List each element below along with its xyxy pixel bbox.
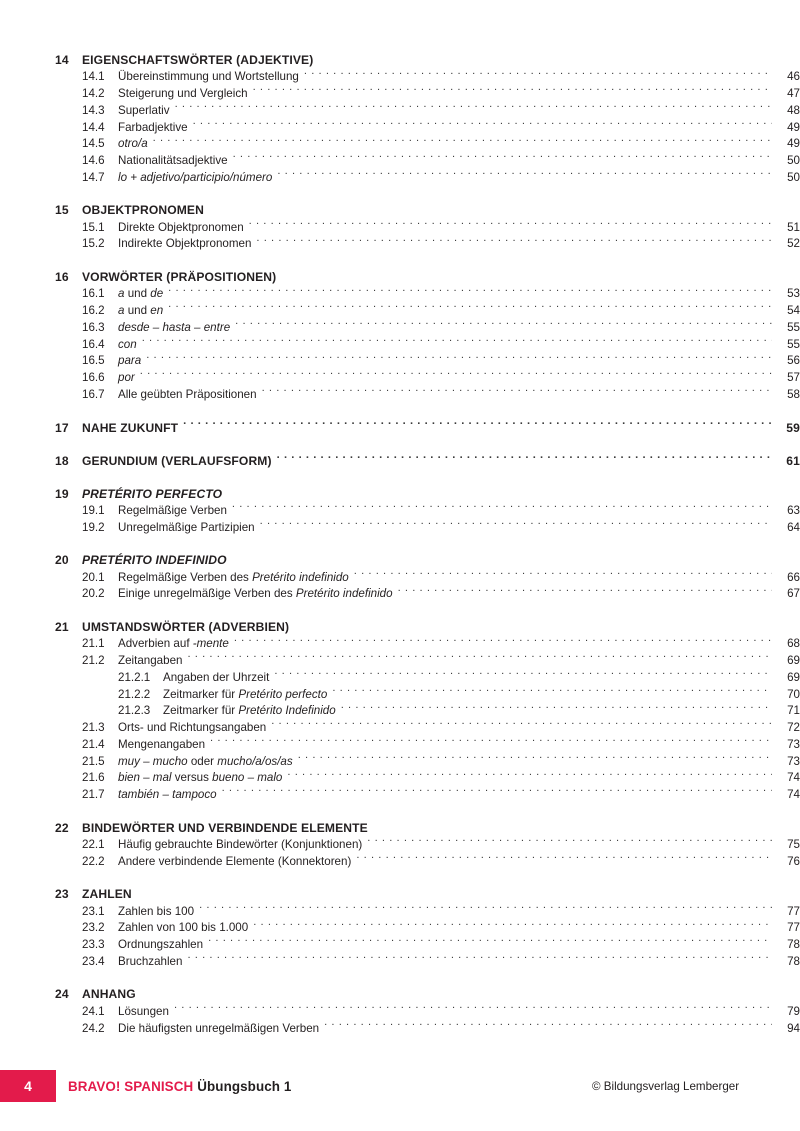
toc-entry-number: 14.5 — [82, 137, 105, 151]
toc-leader-dots — [208, 937, 772, 949]
toc-leader-dots — [260, 519, 772, 531]
toc-entry-number: 16.2 — [82, 304, 105, 318]
toc-leader-dots — [298, 753, 772, 765]
toc-section-row[interactable] — [0, 569, 800, 586]
toc-page-number: 73 — [787, 754, 800, 768]
toc-entry-number: 14.3 — [82, 103, 105, 117]
toc-subsection-row[interactable] — [0, 703, 800, 720]
toc-section-row[interactable] — [0, 770, 800, 787]
toc-leader-dots — [183, 419, 772, 431]
toc-section-row[interactable] — [0, 69, 800, 86]
toc-section-row[interactable] — [0, 286, 800, 303]
page-footer — [0, 1070, 800, 1110]
toc-leader-dots — [332, 686, 772, 698]
toc-leader-dots — [168, 303, 772, 315]
toc-entry-number: 15.2 — [82, 237, 105, 251]
toc-section-row[interactable] — [0, 937, 800, 954]
toc-page-number: 78 — [787, 954, 800, 968]
toc-chapter-row[interactable] — [0, 552, 800, 569]
toc-entry-label: Farbadjektive — [118, 120, 188, 134]
toc-entry-label: Adverbien auf -mente — [118, 637, 229, 651]
toc-page-number: 57 — [787, 371, 800, 385]
toc-entry-number: 23.4 — [82, 954, 105, 968]
toc-page-number: 47 — [787, 87, 800, 101]
section-spacer — [0, 436, 800, 452]
toc-entry-label: otro/a — [118, 137, 148, 151]
toc-entry-label: Zahlen bis 100 — [118, 904, 195, 918]
toc-entry-label: PRETÉRITO INDEFINIDO — [82, 553, 227, 568]
toc-leader-dots — [232, 502, 772, 514]
toc-leader-dots — [287, 770, 772, 782]
toc-entry-number: 21.7 — [82, 788, 105, 802]
page-number-badge: 4 — [0, 1070, 56, 1102]
toc-entry-label: Superlativ — [118, 103, 170, 117]
section-spacer — [0, 403, 800, 419]
toc-section-row[interactable] — [0, 86, 800, 103]
toc-section-row[interactable] — [0, 386, 800, 403]
toc-entry-number: 21.5 — [82, 754, 105, 768]
toc-entry-number: 20.2 — [82, 587, 105, 601]
toc-entry-label: también – tampoco — [118, 788, 217, 802]
toc-entry-number: 24.1 — [82, 1004, 105, 1018]
toc-page-number: 53 — [787, 287, 800, 301]
toc-entry-label: Mengenangaben — [118, 737, 206, 751]
toc-entry-label: lo + adjetivo/participio/número — [118, 170, 273, 184]
toc-entry-label: por — [118, 371, 135, 385]
toc-entry-label: BINDEWÖRTER UND VERBINDENDE ELEMENTE — [82, 820, 368, 835]
toc-entry-number: 21.6 — [82, 771, 105, 785]
section-spacer — [0, 870, 800, 886]
section-spacer — [0, 803, 800, 819]
toc-entry-number: 15.1 — [82, 220, 105, 234]
toc-entry-number: 19 — [55, 486, 69, 501]
toc-entry-number: 14 — [55, 53, 69, 67]
toc-entry-label: Zeitmarker für Pretérito perfecto — [163, 687, 328, 701]
toc-page-number: 79 — [787, 1004, 800, 1018]
section-spacer — [0, 603, 800, 619]
toc-page-number: 59 — [786, 420, 800, 435]
toc-entry-label: NAHE ZUKUNFT — [82, 420, 179, 435]
toc-section-row[interactable] — [0, 736, 800, 753]
toc-entry-label: con — [118, 337, 137, 351]
toc-section-row[interactable] — [0, 953, 800, 970]
toc-entry-number: 21.2 — [82, 654, 105, 668]
toc-page-number: 69 — [787, 654, 800, 668]
toc-entry-number: 18 — [55, 453, 69, 468]
toc-entry-label: para — [118, 354, 142, 368]
toc-leader-dots — [356, 853, 772, 865]
toc-page-number: 49 — [787, 120, 800, 134]
toc-section-row[interactable] — [0, 836, 800, 853]
toc-entry-label: Die häufigsten unregelmäßigen Verben — [118, 1021, 320, 1035]
toc-entry-number: 16.3 — [82, 320, 105, 334]
toc-section-row[interactable] — [0, 502, 800, 519]
section-spacer — [0, 970, 800, 986]
toc-page-number: 48 — [787, 103, 800, 117]
toc-page-number: 63 — [787, 504, 800, 518]
toc-entry-number: 17 — [55, 420, 69, 435]
toc-chapter-row[interactable] — [0, 419, 800, 436]
toc-entry-label: Unregelmäßige Partizipien — [118, 520, 255, 534]
toc-entry-label: GERUNDIUM (VERLAUFSFORM) — [82, 453, 272, 468]
toc-entry-number: 16.4 — [82, 337, 105, 351]
toc-leader-dots — [398, 586, 772, 598]
toc-leader-dots — [199, 903, 772, 915]
toc-entry-number: 20 — [55, 553, 69, 568]
toc-page-number: 52 — [787, 237, 800, 251]
toc-page-number: 71 — [787, 704, 800, 718]
toc-leader-dots — [193, 119, 772, 131]
toc-section-row[interactable] — [0, 119, 800, 136]
toc-entry-number: 16.1 — [82, 287, 105, 301]
footer-brand: BRAVO! SPANISCH — [68, 1078, 194, 1094]
toc-chapter-row[interactable] — [0, 52, 800, 69]
toc-section-row[interactable] — [0, 102, 800, 119]
toc-page-number: 55 — [787, 337, 800, 351]
toc-chapter-row[interactable] — [0, 202, 800, 219]
toc-page-number: 50 — [787, 170, 800, 184]
toc-section-row[interactable] — [0, 236, 800, 253]
toc-page-number: 75 — [787, 837, 800, 851]
toc-subsection-row[interactable] — [0, 686, 800, 703]
toc-page-number: 78 — [787, 938, 800, 952]
toc-section-row[interactable] — [0, 853, 800, 870]
toc-leader-dots — [277, 169, 772, 181]
toc-leader-dots — [262, 386, 772, 398]
toc-entry-number: 21 — [55, 619, 69, 634]
toc-chapter-row[interactable] — [0, 269, 800, 286]
toc-page-number: 49 — [787, 137, 800, 151]
toc-entry-label: Regelmäßige Verben des Pretérito indefinido — [118, 570, 349, 584]
toc-leader-dots — [367, 836, 772, 848]
toc-entry-number: 21.3 — [82, 721, 105, 735]
toc-entry-number: 21.4 — [82, 737, 105, 751]
toc-chapter-row[interactable] — [0, 886, 800, 903]
toc-leader-dots — [153, 136, 772, 148]
toc-entry-label: Zeitmarker für Pretérito Indefinido — [163, 704, 336, 718]
toc-entry-label: a und de — [118, 287, 164, 301]
toc-entry-label: a und en — [118, 304, 164, 318]
toc-section-row[interactable] — [0, 153, 800, 170]
toc-page-number: 55 — [787, 320, 800, 334]
toc-leader-dots — [354, 569, 772, 581]
toc-section-row[interactable] — [0, 786, 800, 803]
toc-section-row[interactable] — [0, 519, 800, 536]
toc-page-number: 58 — [787, 387, 800, 401]
section-spacer — [0, 253, 800, 269]
toc-page-number: 72 — [787, 721, 800, 735]
toc-subsection-row[interactable] — [0, 669, 800, 686]
toc-entry-number: 15 — [55, 203, 69, 218]
toc-leader-dots — [277, 453, 772, 465]
toc-entry-number: 16.7 — [82, 387, 105, 401]
toc-leader-dots — [187, 953, 772, 965]
toc-page-number: 70 — [787, 687, 800, 701]
toc-entry-number: 24 — [55, 987, 69, 1002]
toc-entry-number: 14.6 — [82, 154, 105, 168]
toc-entry-number: 16.6 — [82, 371, 105, 385]
toc-section-row[interactable] — [0, 636, 800, 653]
toc-entry-label: Alle geübten Präpositionen — [118, 387, 257, 401]
toc-entry-label: muy – mucho oder mucho/a/os/as — [118, 754, 293, 768]
toc-entry-number: 21.2.1 — [118, 670, 151, 684]
toc-leader-dots — [256, 236, 772, 248]
footer-book-title: Übungsbuch 1 — [197, 1078, 292, 1094]
toc-entry-label: Lösungen — [118, 1004, 169, 1018]
toc-entry-label: bien – mal versus bueno – malo — [118, 771, 283, 785]
toc-chapter-row[interactable] — [0, 820, 800, 837]
toc-entry-label: Zahlen von 100 bis 1.000 — [118, 921, 249, 935]
toc-page-number: 66 — [787, 570, 800, 584]
toc-leader-dots — [210, 736, 772, 748]
toc-entry-number: 23.1 — [82, 904, 105, 918]
toc-page-number: 46 — [787, 70, 800, 84]
toc-leader-dots — [253, 86, 772, 98]
toc-section-row[interactable] — [0, 319, 800, 336]
toc-section-row[interactable] — [0, 719, 800, 736]
toc-page-number: 68 — [787, 637, 800, 651]
toc-entry-number: 23.2 — [82, 921, 105, 935]
toc-leader-dots — [142, 336, 772, 348]
section-spacer — [0, 186, 800, 202]
toc-entry-label: EIGENSCHAFTSWÖRTER (ADJEKTIVE) — [82, 53, 314, 67]
toc-chapter-row[interactable] — [0, 486, 800, 503]
toc-entry-number: 14.2 — [82, 87, 105, 101]
toc-page-number: 51 — [787, 220, 800, 234]
toc-chapter-row[interactable] — [0, 986, 800, 1003]
toc-section-row[interactable] — [0, 903, 800, 920]
toc-leader-dots — [271, 719, 772, 731]
toc-entry-label: UMSTANDSWÖRTER (ADVERBIEN) — [82, 619, 290, 634]
toc-entry-number: 22.2 — [82, 854, 105, 868]
toc-leader-dots — [253, 920, 772, 932]
toc-page-number: 77 — [787, 921, 800, 935]
toc-section-row[interactable] — [0, 303, 800, 320]
toc-page-number: 56 — [787, 354, 800, 368]
toc-leader-dots — [187, 652, 772, 664]
toc-section-row[interactable] — [0, 136, 800, 153]
toc-entry-label: Direkte Objektpronomen — [118, 220, 244, 234]
toc-leader-dots — [168, 286, 772, 298]
toc-entry-number: 16 — [55, 270, 69, 285]
toc-entry-label: ANHANG — [82, 987, 136, 1002]
toc-page-number: 77 — [787, 904, 800, 918]
toc-leader-dots — [234, 636, 772, 648]
toc-chapter-row[interactable] — [0, 619, 800, 636]
toc-entry-number: 14.7 — [82, 170, 105, 184]
toc-entry-label: desde – hasta – entre — [118, 320, 231, 334]
toc-page-number: 76 — [787, 854, 800, 868]
toc-section-row[interactable] — [0, 1003, 800, 1020]
toc-leader-dots — [222, 786, 772, 798]
toc-page-number: 54 — [787, 304, 800, 318]
toc-section-row[interactable] — [0, 1020, 800, 1037]
toc-entry-label: Einige unregelmäßige Verben des Pretérito indefinido — [118, 587, 393, 601]
toc-section-row[interactable] — [0, 920, 800, 937]
toc-entry-number: 14.4 — [82, 120, 105, 134]
toc-page-number: 74 — [787, 788, 800, 802]
footer-copyright: © Bildungsverlag Lemberger — [592, 1079, 740, 1093]
toc-entry-label: Angaben der Uhrzeit — [163, 670, 270, 684]
toc-entry-number: 21.2.2 — [118, 687, 151, 701]
toc-page-number: 69 — [787, 670, 800, 684]
toc-section-row[interactable] — [0, 336, 800, 353]
toc-leader-dots — [249, 219, 772, 231]
toc-section-row[interactable] — [0, 353, 800, 370]
toc-entry-label: Indirekte Objektpronomen — [118, 237, 252, 251]
toc-entry-number: 21.1 — [82, 637, 105, 651]
toc-section-row[interactable] — [0, 586, 800, 603]
toc-leader-dots — [174, 1003, 772, 1015]
toc-section-row[interactable] — [0, 753, 800, 770]
toc-entry-label: Häufig gebrauchte Bindewörter (Konjunktionen) — [118, 837, 363, 851]
toc-page-number: 50 — [787, 154, 800, 168]
toc-page-number: 67 — [787, 587, 800, 601]
toc-entry-label: Zeitangaben — [118, 654, 183, 668]
toc-leader-dots — [324, 1020, 772, 1032]
toc-leader-dots — [341, 703, 772, 715]
toc-entry-label: Bruchzahlen — [118, 954, 183, 968]
toc-entry-label: Ordnungszahlen — [118, 938, 204, 952]
toc-entry-label: Nationalitätsadjektive — [118, 154, 228, 168]
toc-entry-number: 19.2 — [82, 520, 105, 534]
toc-entry-number: 22 — [55, 820, 69, 835]
toc-leader-dots — [140, 370, 772, 382]
toc-page-number: 73 — [787, 737, 800, 751]
toc-page-number: 74 — [787, 771, 800, 785]
toc-entry-number: 24.2 — [82, 1021, 105, 1035]
toc-entry-label: Andere verbindende Elemente (Konnektoren) — [118, 854, 352, 868]
toc-leader-dots — [235, 319, 772, 331]
toc-page-number: 94 — [787, 1021, 800, 1035]
toc-entry-number: 19.1 — [82, 504, 105, 518]
toc-entry-number: 14.1 — [82, 70, 105, 84]
toc-entry-number: 22.1 — [82, 837, 105, 851]
toc-section-row[interactable] — [0, 169, 800, 186]
toc-entry-label: OBJEKTPRONOMEN — [82, 203, 204, 218]
toc-entry-label: PRETÉRITO PERFECTO — [82, 486, 223, 501]
toc-section-row[interactable] — [0, 219, 800, 236]
toc-entry-label: VORWÖRTER (PRÄPOSITIONEN) — [82, 270, 277, 285]
toc-entry-label: Orts- und Richtungsangaben — [118, 721, 267, 735]
toc-entry-number: 21.2.3 — [118, 704, 151, 718]
toc-leader-dots — [274, 669, 772, 681]
toc-page-number: 64 — [787, 520, 800, 534]
toc-entry-number: 16.5 — [82, 354, 105, 368]
toc-leader-dots — [304, 69, 772, 81]
section-spacer — [0, 469, 800, 485]
toc-entry-number: 20.1 — [82, 570, 105, 584]
toc-leader-dots — [146, 353, 772, 365]
toc-entry-label: Regelmäßige Verben — [118, 504, 227, 518]
toc-entry-label: ZAHLEN — [82, 887, 132, 902]
toc-chapter-row[interactable] — [0, 453, 800, 470]
toc-entry-number: 23 — [55, 887, 69, 902]
toc-entry-label: Übereinstimmung und Wortstellung — [118, 70, 299, 84]
section-spacer — [0, 536, 800, 552]
toc-entry-number: 23.3 — [82, 938, 105, 952]
toc-leader-dots — [233, 153, 772, 165]
toc-entry-label: Steigerung und Vergleich — [118, 87, 248, 101]
toc-leader-dots — [175, 102, 772, 114]
toc-page-number: 61 — [786, 453, 800, 468]
toc-section-row[interactable] — [0, 370, 800, 387]
footer-title — [68, 1070, 291, 1102]
toc-section-row[interactable] — [0, 652, 800, 669]
